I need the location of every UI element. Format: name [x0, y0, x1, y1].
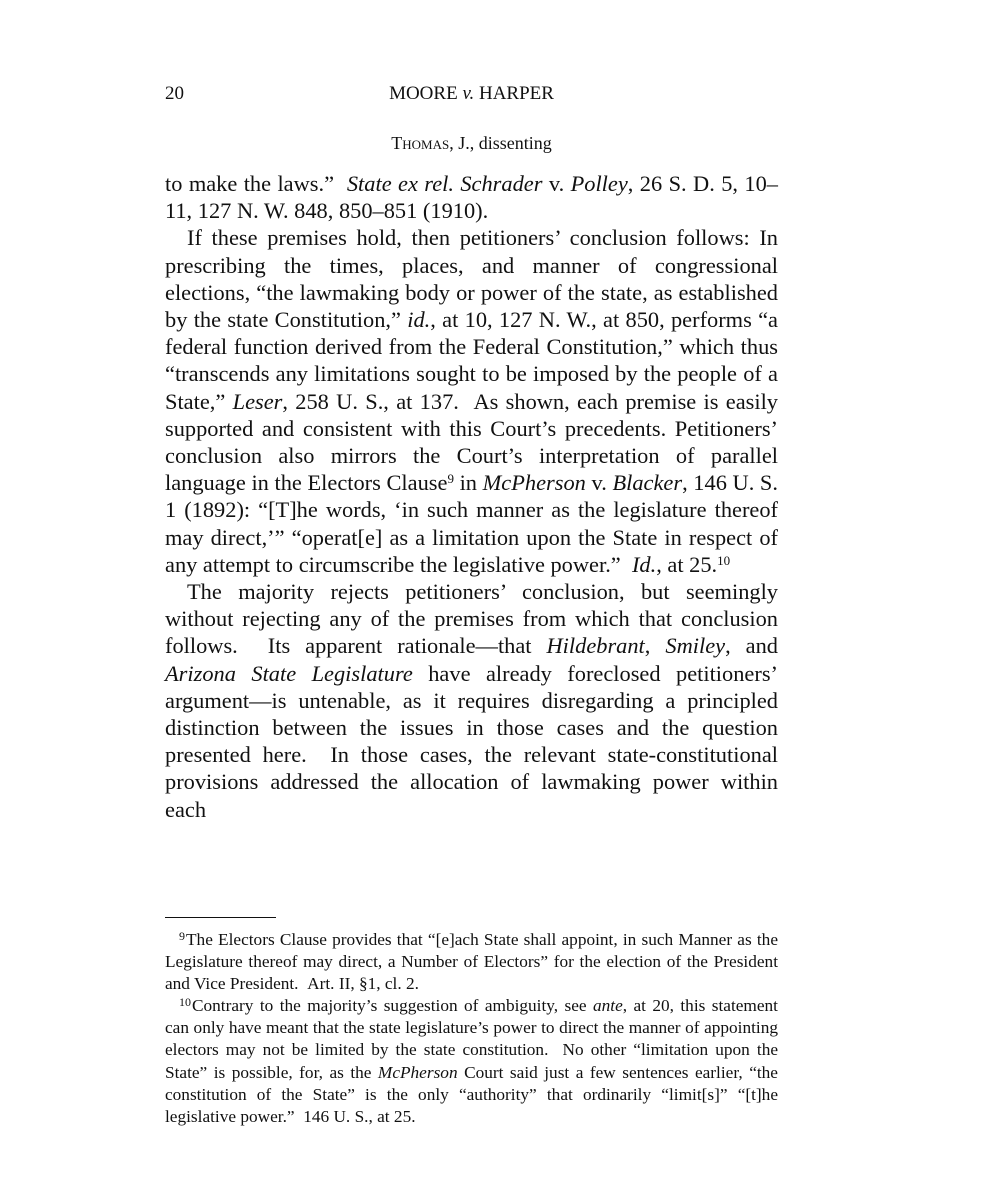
opinion-suffix: , J., dissenting — [449, 133, 552, 153]
footnote-divider — [165, 917, 276, 918]
footnote — [165, 995, 778, 1128]
opinion-line — [165, 132, 778, 154]
body-paragraph: If these premises hold, then petitioners’ conclusion follows: In prescribing the times, places, and manner of congressional elections, “the lawmaking body or power of the state, as established by the state Constitution,” id., at 10, 127 N. W., at 850, performs “a federal function derived from the Federal Constitution,” which thus “transcends any limitations sought to be imposed by the people of a State,” Leser, 258 U. S., at 137. As shown, each premise is easily supported and consistent with this Court’s precedents. Petitioners’ conclusion also mirrors the Court’s interpretation of parallel language in the Electors Clause$^9$ in McPherson v. Blacker, 146 U. S. 1 (1892): “[T]he words, ‘in such manner as the legislature thereof may direct,’” “operat[e] as a limitation upon the State in respect of any attempt to circumscribe the legislative power.” Id., at 25.10 — [165, 225, 778, 577]
running-head — [165, 82, 778, 106]
opinion-author: Thomas — [391, 133, 450, 153]
footnote-text: The Electors Clause provides that “[e]ach State shall appoint, in such Manner as the Legislature thereof may direct, a Number of Electors” for the election of the President and Vice President. Art. II, §1, cl. 2. — [165, 930, 778, 994]
footnote-number: 10 — [179, 995, 191, 1010]
footnote — [165, 929, 778, 995]
page-number: 20 — [165, 83, 184, 104]
case-title-versus: v. — [462, 83, 475, 104]
case-title — [165, 82, 778, 106]
footnotes — [165, 929, 778, 1128]
footnote-number: 9 — [179, 929, 185, 943]
case-title-pre: MOORE — [389, 83, 463, 104]
case-title-post: HARPER — [474, 83, 554, 104]
footnote-text: Contrary to the majority’s suggestion of ambiguity, see ante, at 20, this statement can only have meant that the state legislature’s power to direct the manner of appointing electors may not be limited by the state constitution. No other “limitation upon the State” is possible, for, as the McPherson Court said just a few sentences earlier, “the constitution of the State” is the only “authority” that ordinarily “limit[s]” “[t]he legislative power.” 146 U. S., at 25. — [165, 996, 778, 1126]
body-paragraph: The majority rejects petitioners’ conclusion, but seemingly without rejecting any of the premises from which that conclusion follows. Its apparent rationale—that Hildebrant, Smiley, and Arizona State Legislature have already foreclosed petitioners’ argument—is untenable, as it requires disregarding a principled distinction between the issues in those cases and the question presented here. In those cases, the relevant state-constitutional provisions addressed the allocation of lawmaking power within each — [165, 579, 779, 822]
document-page — [165, 0, 778, 1200]
body-text — [165, 170, 778, 823]
body-paragraph: to make the laws.” State ex rel. Schrader v. Polley, 26 S. D. 5, 10–11, 127 N. W. 848, 850–851 (1910). — [165, 171, 778, 224]
